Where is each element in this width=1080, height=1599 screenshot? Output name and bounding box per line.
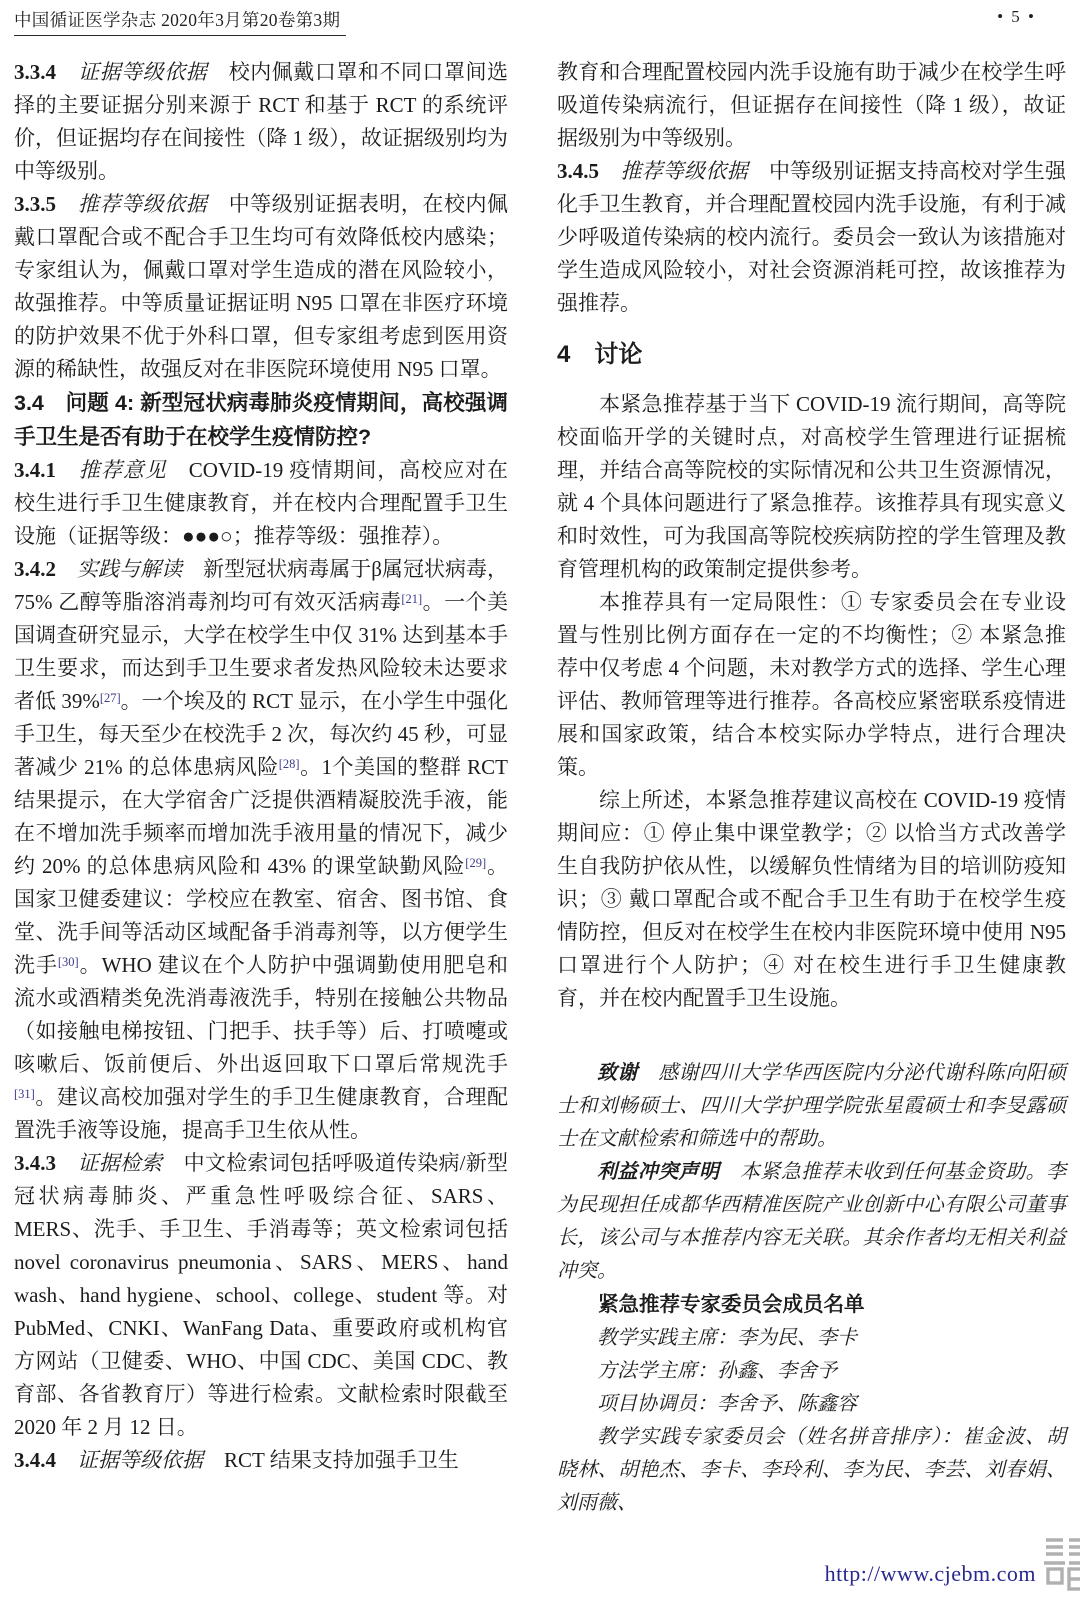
- text-segment-ref: [27]: [99, 691, 121, 705]
- text-segment-kai: 推荐意见: [56, 458, 189, 482]
- para-3-4-3: [14, 1147, 508, 1444]
- left-column: [14, 56, 508, 1477]
- text-segment-plain: COVID-19 疫情期间，高校应对在校生进行手卫生健康教育，并在校内合理配置手卫生设施（证据等级：●●●○；推荐等级：强推荐）。: [14, 458, 509, 548]
- text-segment-ref: [31]: [14, 1087, 35, 1101]
- text-segment-kai: 推荐等级依据: [56, 192, 229, 216]
- text-segment-plain: 。1个美国的整群 RCT 结果提示，在大学宿舍广泛提供酒精凝胶洗手液，能在不增加洗手频率而增加洗手液用量的情况下，减少约 20% 的总体患病风险和 43% 的课堂缺勤风险: [14, 755, 508, 878]
- text-segment-num: 3.3.5: [14, 192, 56, 216]
- discussion-para-3: 综上所述，本紧急推荐建议高校在 COVID-19 疫情期间应：① 停止集中课堂教学；② 以恰当方式改善学生自我防护依从性，以缓解负性情绪为目的培训防疫知识；③ 戴口罩配合或不配合手卫生有助于在校学生疫情防控，但反对在校学生在校内非医院环境中使用 N95 口罩进行个人防护；④ 对在校生进行手卫生健康教育，并在校内配置手卫生设施。: [557, 788, 1066, 1010]
- heading-3-4-question-4: 3.4 问题 4: 新型冠状病毒肺炎疫情期间，高校强调手卫生是否有助于在校学生疫情防控?: [14, 391, 508, 449]
- acknowledgement-para: [557, 1057, 1066, 1156]
- para-3-4-4-continued: 教育和合理配置校园内洗手设施有助于减少在校学生呼吸道传染病流行，但证据存在间接性（降 1 级），故证据级别为中等级别。: [557, 60, 1066, 150]
- text-segment-ref: [30]: [57, 955, 79, 969]
- committee-list-heading: 紧急推荐专家委员会成员名单: [598, 1293, 865, 1316]
- text-segment-ref: [28]: [278, 757, 300, 771]
- text-segment-kai: 推荐等级依据: [599, 159, 770, 183]
- cjebm-seal-logo-icon: [1044, 1536, 1080, 1599]
- committee-members-para: 教学实践专家委员会（姓名拼音排序）：崔金波、胡晓林、胡艳杰、李卡、李玲利、李为民、李芸、刘春娟、刘雨薇、: [557, 1426, 1066, 1514]
- text-segment-kai: 证据检索: [56, 1151, 184, 1175]
- para-3-4-5: [557, 155, 1066, 320]
- text-segment-kai: 证据等级依据: [56, 60, 229, 84]
- text-segment-plain: 中等级别证据支持高校对学生强化手卫生教育，并合理配置校园内洗手设施，有利于减少呼吸道传染病的校内流行。委员会一致认为该措施对学生造成风险较小，对社会资源消耗可控，故该推荐为强推荐。: [557, 159, 1067, 315]
- text-segment-num: 3.4.5: [557, 159, 599, 183]
- text-segment-plain: 校内佩戴口罩和不同口罩间选择的主要证据分别来源于 RCT 和基于 RCT 的系统评价，但证据均存在间接性（降 1 级），故证据级别均为中等级别。: [14, 60, 509, 183]
- text-segment-plain: 中等级别证据表明，在校内佩戴口罩配合或不配合手卫生均可有效降低校内感染；专家组认为，佩戴口罩对学生造成的潜在风险较小，故强推荐。中等质量证据证明 N95 口罩在非医疗环境的防护效果不优于外科口罩，但专家组考虑到医用资源的稀缺性，故强反对在非医院环境使用 N95 口罩。: [14, 192, 509, 381]
- text-segment-plain: 。建议高校加强对学生的手卫生健康教育，合理配置洗手液等设施，提高手卫生依从性。: [14, 1085, 508, 1142]
- text-segment-plain: 中文检索词包括呼吸道传染病/新型冠状病毒肺炎、严重急性呼吸综合征、SARS、MERS、洗手、手卫生、手消毒等；英文检索词包括 novel coronavirus pneumonia、SARS、MERS、hand wash、hand hygiene、school、college、student 等。对 PubMed、CNKI、WanFang Data、重要政府或机构官方网站（卫健委、WHO、中国 CDC、美国 CDC、教育部、各省教育厅）等进行检索。文献检索时限截至 2020 年 2 月 12 日。: [14, 1151, 508, 1439]
- text-segment-plain: 新型冠状病毒属于β属冠状病毒，75% 乙醇等脂溶消毒剂均可有效灭活病毒: [14, 557, 509, 614]
- text-segment-plain: 。WHO 建议在个人防护中强调勤使用肥皂和流水或酒精类免洗消毒液洗手，特别在接触公共物品（如接触电梯按钮、门把手、扶手等）后、打喷嚏或咳嗽后、饭前便后、外出返回取下口罩后常规洗手: [14, 953, 509, 1076]
- committee-chair-line: 教学实践主席：李为民、李卡: [597, 1327, 857, 1349]
- right-column: [557, 56, 1066, 1520]
- journal-issue-label: 中国循证医学杂志 2020年3月第20卷第3期: [14, 10, 346, 36]
- back-matter: [557, 1057, 1066, 1520]
- text-segment-num: 3.4.4: [14, 1448, 56, 1472]
- text-segment-ref: [21]: [401, 592, 423, 606]
- heading-4-discussion: 4 讨论: [557, 341, 643, 368]
- text-segment-boldkai: 利益冲突声明: [597, 1161, 720, 1183]
- page-number: • 5 •: [997, 7, 1036, 26]
- text-segment-num: 3.4.3: [14, 1151, 56, 1175]
- discussion-para-1: 本紧急推荐基于当下 COVID-19 流行期间，高等院校面临开学的关键时点，对高校学生管理进行证据梳理，并结合高等院校的实际情况和公共卫生资源情况，就 4 个具体问题进行了紧急推荐。该推荐具有现实意义和时效性，可为我国高等院校疾病防控的学生管理及教育管理机构的政策制定提供参考。: [557, 392, 1066, 581]
- text-segment-boldkai: 致谢: [597, 1062, 638, 1084]
- text-segment-num: 3.4.2: [14, 557, 56, 581]
- discussion-para-2: 本推荐具有一定局限性：① 专家委员会在专业设置与性别比例方面存在一定的不均衡性；② 本紧急推荐中仅考虑 4 个问题，未对教学方式的选择、学生心理评估、教师管理等进行推荐。各高校应紧密联系疫情进展和国家政策，结合本校实际办学特点，进行合理决策。: [557, 590, 1066, 779]
- text-segment-plain: 。一个埃及的 RCT 显示，在小学生中强化手卫生，每天至少在校洗手 2 次，每次约 45 秒，可显著减少 21% 的总体患病风险: [14, 689, 508, 779]
- para-3-4-1: [14, 454, 508, 553]
- journal-url-link[interactable]: http://www.cjebm.com: [824, 1561, 1036, 1586]
- methodology-chair-line: 方法学主席：孙鑫、李舍予: [597, 1360, 837, 1382]
- para-3-3-5: [14, 188, 508, 386]
- text-segment-plain: 。一个美国调查研究显示，大学在校学生中仅 31% 达到基本手卫生要求，而达到手卫生要求者发热风险较未达要求者低 39%: [14, 590, 508, 713]
- text-segment-plain: 。国家卫健委建议：学校应在教室、宿舍、图书馆、食堂、洗手间等活动区域配备手消毒剂等，以方便学生洗手: [14, 854, 508, 977]
- text-segment-num: 3.4.1: [14, 458, 56, 482]
- text-segment-plain: RCT 结果支持加强手卫生: [224, 1448, 459, 1472]
- project-coordinator-line: 项目协调员：李舍予、陈鑫容: [597, 1393, 857, 1415]
- text-segment-num: 3.3.4: [14, 60, 56, 84]
- text-segment-kai: 证据等级依据: [56, 1448, 224, 1472]
- text-segment-ref: [29]: [465, 856, 487, 870]
- para-3-3-4: [14, 56, 508, 188]
- text-segment-kai: 本紧急推荐未收到任何基金资助。李为民现担任成都华西精准医院产业创新中心有限公司董事长，该公司与本推荐内容无关联。其余作者均无相关利益冲突。: [557, 1161, 1067, 1282]
- running-head: [14, 7, 346, 32]
- para-3-4-4: [14, 1444, 508, 1477]
- text-segment-kai: 感谢四川大学华西医院内分泌代谢科陈向阳硕士和刘畅硕士、四川大学护理学院张星霞硕士和李旻露硕士在文献检索和筛选中的帮助。: [557, 1062, 1067, 1150]
- para-3-4-2: [14, 553, 508, 1147]
- text-segment-kai: 实践与解读: [56, 557, 204, 581]
- conflict-of-interest-para: [557, 1156, 1066, 1288]
